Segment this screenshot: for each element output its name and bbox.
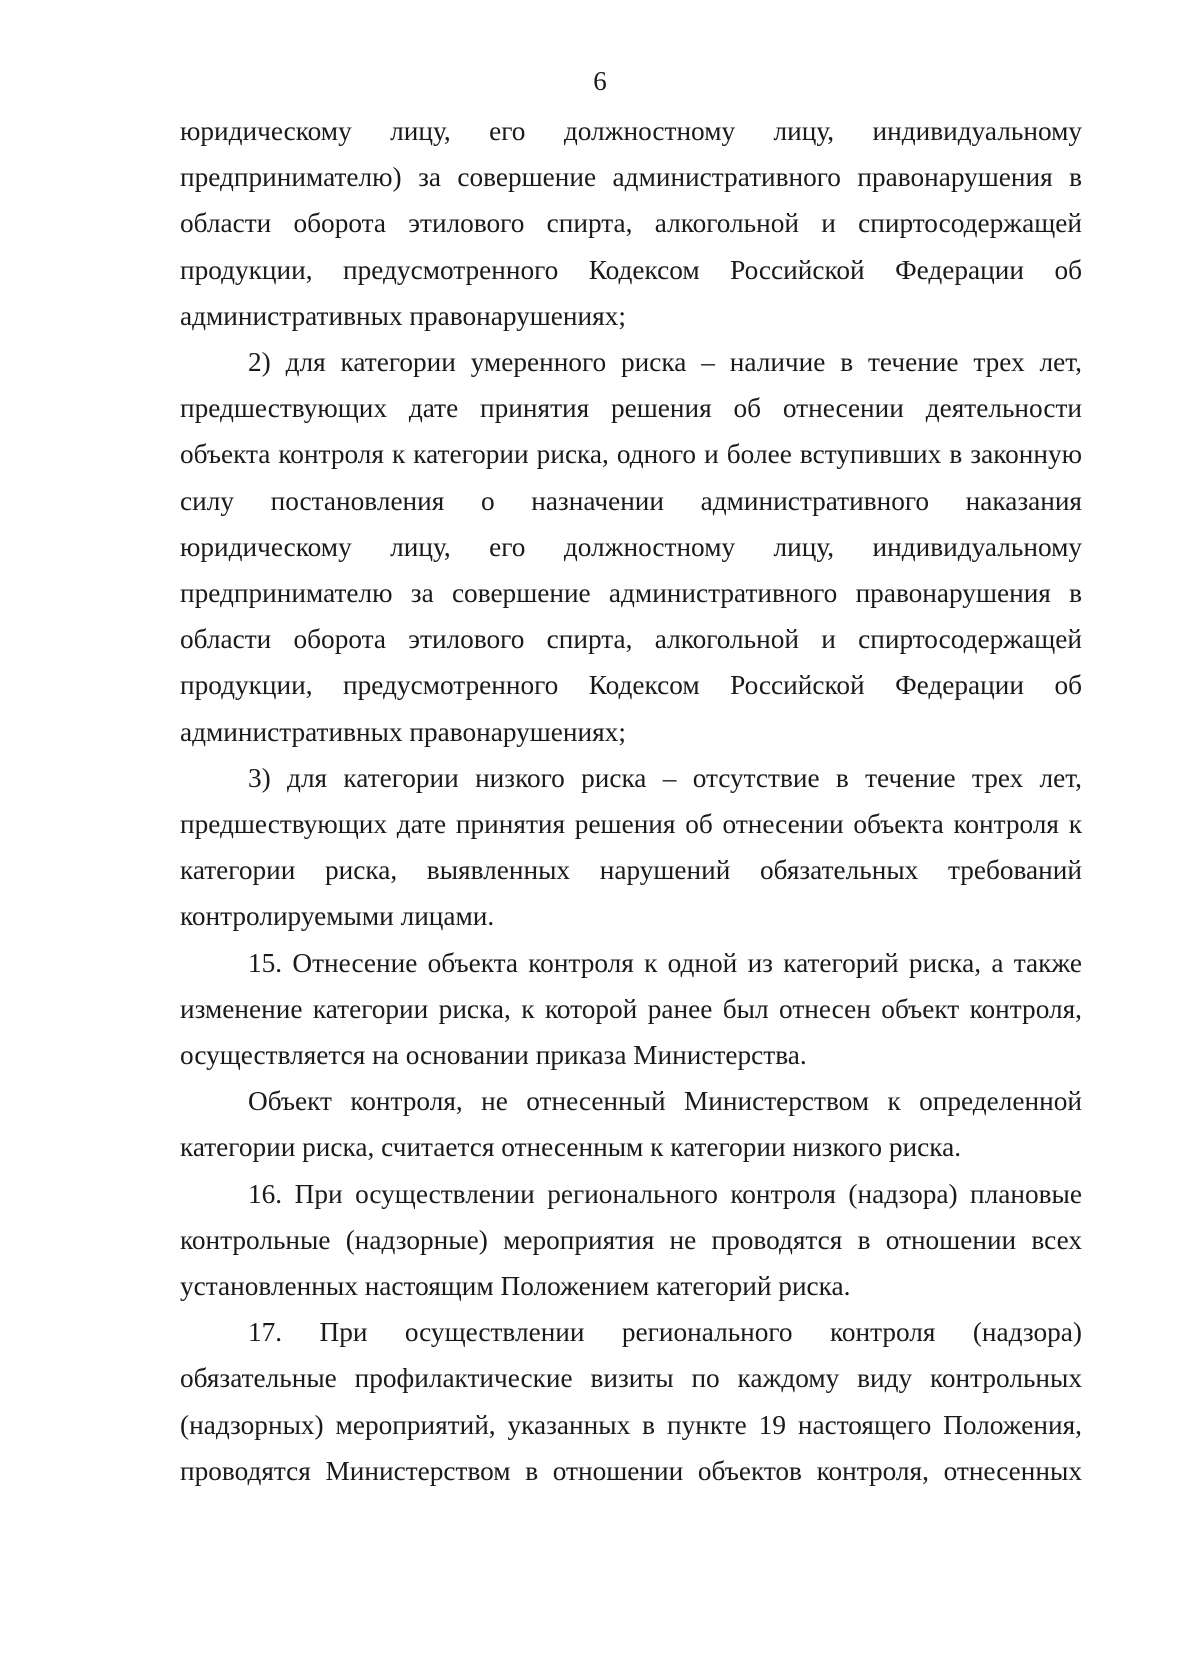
document-body [180, 108, 1082, 1494]
paragraph-clause-17: 17. При осуществлении регионального контроля (надзора) обязательные профилактические визиты по каждому виду контрольных (надзорных) мероприятий, указанных в пункте 19 настоящего Положения, проводятся Министерством в отношении объектов контроля, отнесенных [180, 1317, 1082, 1486]
paragraph-unassigned-object: Объект контроля, не отнесенный Министерством к определенной категории риска, считается отнесенным к категории низкого риска. [180, 1086, 1082, 1163]
paragraph-moderate-risk: 2) для категории умеренного риска – наличие в течение трех лет, предшествующих дате принятия решения об отнесении деятельности объекта контроля к категории риска, одного и более вступивших в законную силу постановления о назначении административного наказания юридическому лицу, его должностному лицу, индивидуальному предпринимателю за совершение административного правонарушения в области оборота этилового спирта, алкогольной и спиртосодержащей продукции, предусмотренного Кодексом Российской Федерации об административных правонарушениях; [180, 347, 1082, 747]
page-number: 6 [593, 66, 607, 96]
paragraph-clause-16: 16. При осуществлении регионального контроля (надзора) плановые контрольные (надзорные) мероприятия не проводятся в отношении всех установленных настоящим Положением категорий риска. [180, 1178, 1082, 1302]
paragraph-low-risk: 3) для категории низкого риска – отсутствие в течение трех лет, предшествующих дате принятия решения об отнесении объекта контроля к категории риска, выявленных нарушений обязательных требований контролируемыми лицами. [180, 762, 1082, 932]
paragraph-clause-15: 15. Отнесение объекта контроля к одной из категорий риска, а также изменение категории риска, к которой ранее был отнесен объект контроля, осуществляется на основании приказа Министерства. [180, 947, 1082, 1071]
paragraph-continuation: юридическому лицу, его должностному лицу, индивидуальному предпринимателю) за совершение административного правонарушения в области оборота этилового спирта, алкогольной и спиртосодержащей продукции, предусмотренного Кодексом Российской Федерации об административных правонарушениях; [180, 116, 1082, 331]
